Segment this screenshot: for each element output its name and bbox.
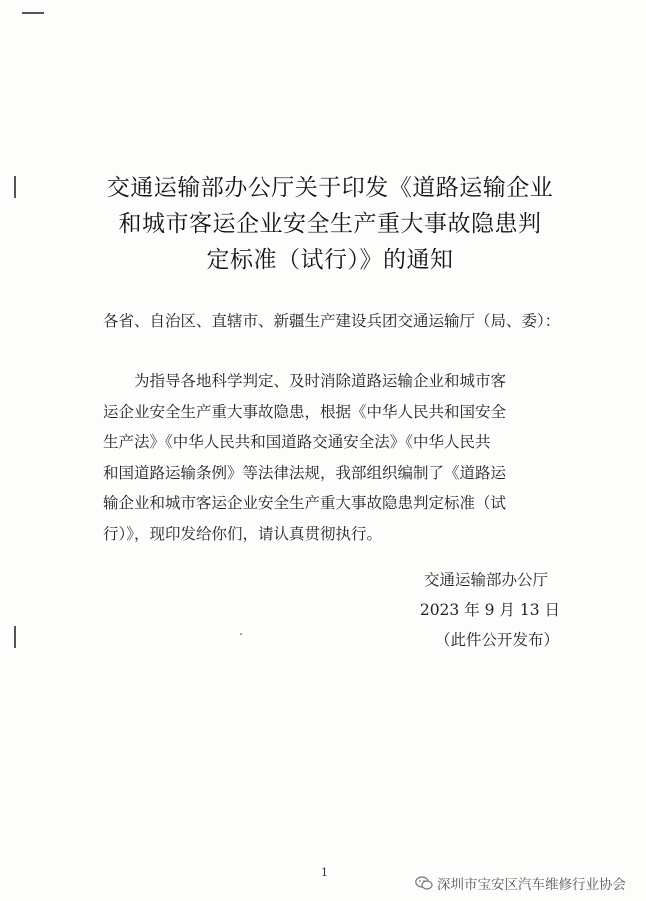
page-number: 1: [321, 866, 328, 879]
document-title: [95, 170, 565, 278]
body-line-4: 和国道路运输条例》等法律法规，我部组织编制了《道路运: [103, 463, 507, 482]
body-line-2: 运企业安全生产重大事故隐患，根据《中华人民共和国安全: [103, 402, 507, 421]
watermark-text: 深圳市宝安区汽车维修行业协会: [437, 877, 626, 893]
scan-mark-left-lower: [14, 626, 16, 648]
signature-org: 交通运输部办公厅: [423, 571, 548, 589]
addressee: 各省、自治区、直辖市、新疆生产建设兵团交通运输厅（局、委）：: [103, 312, 561, 330]
title-line-3: 定标准（试行）》的通知: [206, 247, 454, 273]
scan-mark-top-left: [22, 12, 44, 14]
body-line-6: 行）》，现印发给你们，请认真贯彻执行。: [103, 524, 383, 543]
title-line-1: 交通运输部办公厅关于印发《道路运输企业: [106, 175, 554, 201]
body-line-5: 输企业和城市客运企业安全生产重大事故隐患判定标准（试: [103, 494, 507, 512]
scan-mark-left-upper: [14, 176, 16, 198]
body-paragraph: [103, 366, 563, 549]
wechat-icon: [415, 876, 433, 891]
signature-date: 2023 年 9 月 13 日: [419, 601, 560, 619]
body-line-3: 生产法》《中华人民共和国道路交通安全法》《中华人民共: [103, 433, 491, 451]
scan-speck: [240, 633, 242, 635]
publication-note: （此件公开发布）: [434, 631, 559, 649]
title-line-2: 和城市客运企业安全生产重大事故隐患判: [118, 211, 542, 237]
body-line-1: 为指导各地科学判定、及时消除道路运输企业和城市客: [103, 372, 507, 390]
watermark: [415, 873, 626, 893]
